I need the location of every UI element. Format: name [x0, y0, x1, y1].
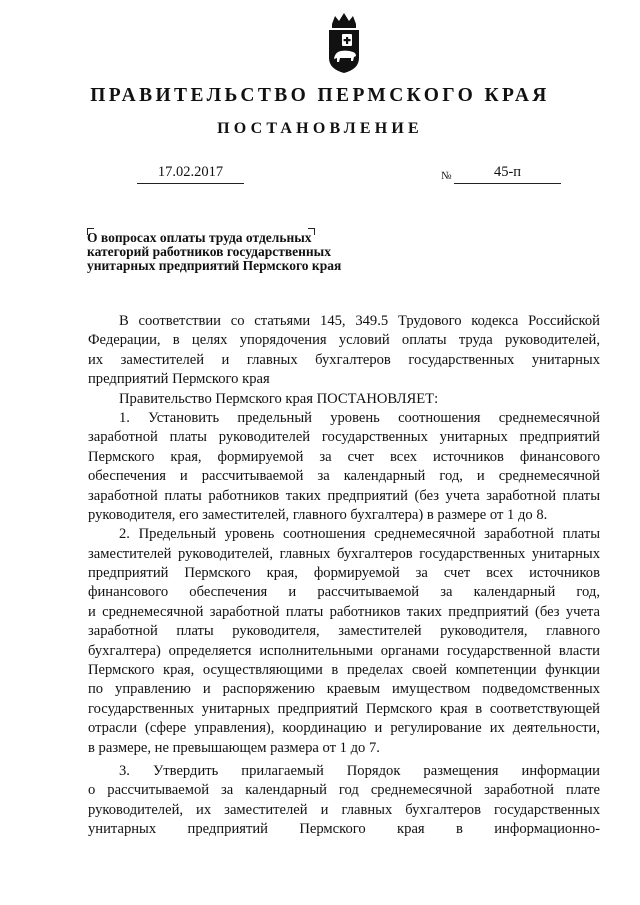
- body-line: в размере, не превышающем размера от 1 до 7.: [88, 739, 380, 756]
- body-line: бухгалтера) определяется исполнительными органами государственной власти: [88, 642, 600, 659]
- document-body: [88, 312, 600, 840]
- number-sign: №: [441, 170, 452, 182]
- body-line: заработной платы руководителей государственных унитарных предприятий: [88, 429, 600, 446]
- document-date: 17.02.2017: [137, 161, 244, 184]
- body-line: 2. Предельный уровень соотношения среднемесячной заработной платы: [119, 526, 600, 543]
- body-line: Правительство Пермского края ПОСТАНОВЛЯЕТ:: [119, 390, 439, 407]
- body-line: их заместителей и главных бухгалтеров государственных унитарных: [88, 351, 600, 368]
- subject-line: О вопросах оплаты труда отдельных: [87, 230, 312, 245]
- body-line: заработной платы работников таких предприятий (без учета заработной платы: [88, 487, 600, 504]
- body-line: предприятий Пермского края, формируемой за счет всех источников: [88, 565, 600, 582]
- body-line: 3. Утвердить прилагаемый Порядок размещения информации: [119, 762, 600, 779]
- body-line: Федерации, в целях упорядочения условий оплаты труда руководителей,: [88, 332, 600, 349]
- body-line: заместителей руководителей, главных бухгалтеров государственных унитарных: [88, 545, 600, 562]
- subject-heading: [87, 231, 387, 273]
- body-line: Пермского края, формируемой за счет всех источников финансового: [88, 448, 600, 465]
- body-line: 1. Установить предельный уровень соотношения среднемесячной: [119, 409, 600, 426]
- body-line: унитарных предприятий Пермского края в информационно-: [88, 821, 600, 838]
- body-line: руководителя, его заместителей, главного бухгалтера) в размере от 1 до 8.: [88, 506, 548, 523]
- body-line: обеспечения и рассчитываемой за календарный год, и среднемесячной: [88, 468, 600, 485]
- body-line: и среднемесячной заработной платы работников таких предприятий (без учета: [88, 603, 600, 620]
- body-line: о рассчитываемой за календарный год среднемесячной заработной плате: [88, 782, 600, 799]
- body-line: предприятий Пермского края: [88, 371, 270, 388]
- body-line: отрасли (сфере управления), координацию и регулирование их деятельности,: [88, 720, 600, 737]
- document-number: 45-п: [454, 161, 561, 184]
- body-line: руководителей, их заместителей и главных бухгалтеров государственных: [88, 801, 600, 818]
- subject-line: унитарных предприятий Пермского края: [87, 258, 342, 273]
- government-title: ПРАВИТЕЛЬСТВО ПЕРМСКОГО КРАЯ: [90, 85, 550, 106]
- body-line: Пермского края, осуществляющими в пределах своей компетенции функции: [88, 662, 600, 679]
- crown-icon: [332, 13, 356, 28]
- document-type: ПОСТАНОВЛЕНИЕ: [217, 120, 423, 137]
- body-line: финансового обеспечения и рассчитываемой за календарный год,: [88, 584, 600, 601]
- coat-of-arms-icon: [326, 12, 362, 74]
- subject-line: категорий работников государственных: [87, 244, 331, 259]
- body-line: по управлению и распоряжению краевым имуществом подведомственных: [88, 681, 600, 698]
- body-line: В соответствии со статьями 145, 349.5 Трудового кодекса Российской: [119, 313, 600, 329]
- body-line: государственных унитарных предприятий Пермского края в соответствующей: [88, 700, 600, 717]
- body-line: заработной платы руководителя, заместителей руководителя, главного: [88, 623, 600, 640]
